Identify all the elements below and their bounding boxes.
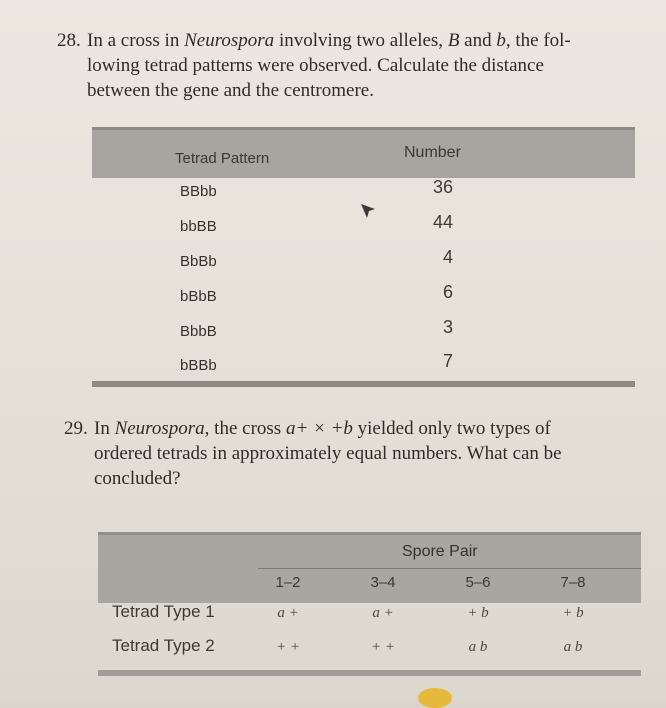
- header-col-3-4: 3–4: [370, 574, 396, 591]
- ordered-tetrad-table: [98, 532, 641, 682]
- tetrad-pattern: bbBB: [180, 218, 217, 235]
- question-29-line3: concluded?: [94, 468, 181, 489]
- tetrad-count: 44: [432, 212, 453, 232]
- header-col-1-2: 1–2: [275, 574, 301, 591]
- tetrad-pattern: BBbb: [180, 183, 217, 200]
- spore-pair-cell: + b: [562, 605, 584, 621]
- arrow-cursor-icon: [357, 200, 379, 222]
- question-29-line2: ordered tetrads in approximately equal numbers. What can be: [94, 443, 562, 464]
- question-28-line2: lowing tetrad patterns were observed. Calculate the distance: [87, 55, 544, 76]
- spore-pair-cell: a +: [277, 605, 299, 621]
- tetrad-pattern: BbBb: [180, 253, 217, 270]
- question-28-number: 28.: [57, 30, 81, 51]
- spore-pair-cell: + +: [276, 639, 300, 655]
- tetrad-pattern: BbbB: [180, 323, 217, 340]
- tetrad-count: 3: [442, 317, 453, 337]
- yellow-object: [418, 688, 452, 708]
- spore-pair-cell: + b: [467, 605, 489, 621]
- spore-pair-cell: + +: [371, 639, 395, 655]
- header-spore-pair: Spore Pair: [402, 543, 478, 560]
- header-divider: [258, 568, 641, 569]
- tetrad-table-header: [92, 127, 635, 178]
- question-29-number: 29.: [64, 418, 88, 439]
- tetrad-type-label: Tetrad Type 1: [112, 602, 215, 621]
- table-row: [92, 349, 635, 383]
- tetrad-count: 4: [442, 247, 453, 267]
- table-bottom-rule: [98, 670, 641, 676]
- table-row: [92, 245, 635, 279]
- table-row: [98, 634, 641, 666]
- header-tetrad-pattern: Tetrad Pattern: [175, 150, 270, 167]
- tetrad-pattern-table: [92, 127, 635, 387]
- header-number: Number: [404, 144, 461, 161]
- tetrad-type-label: Tetrad Type 2: [112, 636, 215, 655]
- header-col-7-8: 7–8: [560, 574, 586, 591]
- table-bottom-rule: [92, 381, 635, 387]
- question-28: [57, 28, 647, 103]
- tetrad-count: 6: [442, 282, 453, 302]
- tetrad-pattern: bBBb: [180, 357, 217, 374]
- table-row: [98, 600, 641, 632]
- table-row: [92, 315, 635, 349]
- tetrad-count: 36: [432, 177, 453, 197]
- tetrad-pattern: bBbB: [180, 288, 217, 305]
- spore-pair-cell: a b: [563, 639, 583, 655]
- question-29-line1: In Neurospora, the cross a+ × +b yielded only two types of: [94, 418, 551, 439]
- spore-pair-cell: a +: [372, 605, 394, 621]
- header-col-5-6: 5–6: [465, 574, 491, 591]
- question-29: [64, 416, 644, 491]
- spore-pair-cell: a b: [468, 639, 488, 655]
- tetrad-count: 7: [442, 351, 453, 371]
- spore-table-header: [98, 532, 641, 603]
- question-28-line3: between the gene and the centromere.: [87, 80, 374, 101]
- question-28-line1: In a cross in Neurospora involving two alleles, B and b, the fol-: [87, 30, 571, 51]
- table-row: [92, 280, 635, 314]
